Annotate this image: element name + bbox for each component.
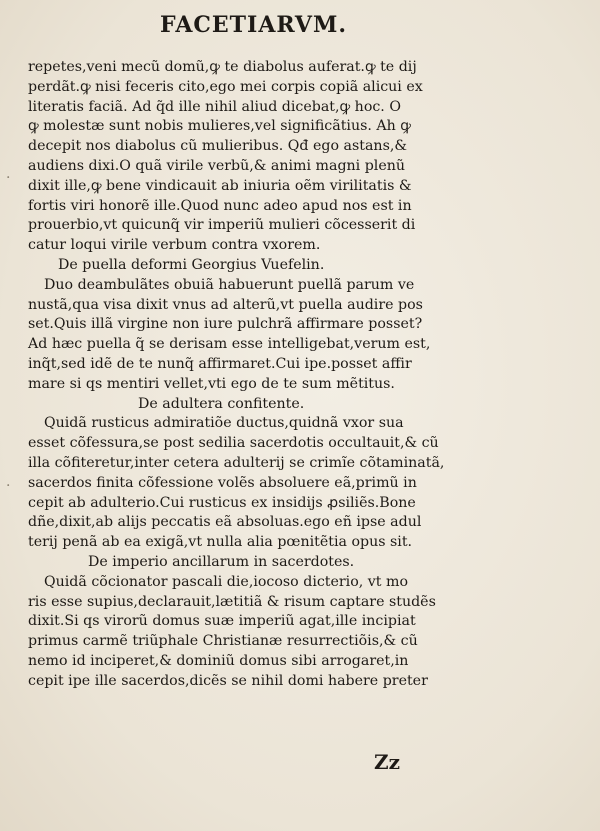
- text-line: dixit ille,ꝙ bene vindicauit ab iniuria oẽm virilitatis &: [28, 177, 412, 194]
- text-line: catur loqui virile verbum contra vxorem.: [28, 237, 321, 254]
- margin-mark: ·: [6, 170, 11, 186]
- text-line: Duo deambulãtes obuiã habuerunt puellã parum ve: [44, 276, 415, 293]
- text-line: perdãt.ꝙ nisi feceris cito,ego mei corpis copiã alicui ex: [28, 78, 423, 95]
- margin-mark: ·: [6, 478, 11, 494]
- text-line: repetes,veni mecũ domũ,ꝙ te diabolus auferat.ꝙ te dij: [28, 59, 417, 75]
- text-line: nemo id inciperet,& dominiũ domus sibi arrogaret,in: [28, 652, 409, 669]
- running-head: FACETIARVM.: [160, 12, 347, 38]
- text-line: ris esse supius,declarauit,lætitiã & risum captare studẽs: [28, 593, 436, 610]
- text-line: sacerdos finita cõfessione volẽs absoluere eã,primũ in: [28, 474, 417, 491]
- text-line: decepit nos diabolus cũ mulieribus. Qđ ego astans,&: [28, 138, 407, 155]
- text-line: primus carmẽ triũphale Christianæ resurrectiõis,& cũ: [28, 633, 418, 650]
- text-line: Quidã rusticus admiratiõe ductus,quidnã vxor sua: [44, 415, 404, 432]
- text-line: prouerbio,vt quicunq̃ vir imperiũ mulieri cõcesserit di: [28, 217, 416, 234]
- text-line: fortis viri honorẽ ille.Quod nunc adeo apud nos est in: [28, 197, 412, 214]
- text-line: cepit ab adulterio.Cui rusticus ex insidijs ꝓsiliẽs.Bone: [28, 494, 416, 511]
- text-line: Ad hæc puella q̃ se derisam esse intelligebat,verum est,: [28, 336, 431, 353]
- text-line: mare si qs mentiri vellet,vti ego de te sum mẽtitus.: [28, 375, 395, 392]
- text-line: illa cõfiteretur,inter cetera adulterij se crimĩe cõtaminatã,: [28, 454, 445, 471]
- text-line: nustã,qua visa dixit vnus ad alterũ,vt puella audire pos: [28, 296, 423, 313]
- text-line: esset cõfessura,se post sedilia sacerdotis occultauit,& cũ: [28, 435, 439, 452]
- section-heading: De adultera confitente.: [138, 395, 305, 412]
- text-line: ꝙ molestæ sunt nobis mulieres,vel significãtius. Ah ꝙ: [28, 118, 411, 135]
- text-line: inq̃t,sed idẽ de te nunq̃ affirmaret.Cui ipe.posset affir: [28, 355, 412, 372]
- section-heading: De imperio ancillarum in sacerdotes.: [88, 553, 355, 570]
- catchword: Zz: [374, 750, 400, 774]
- text-line: audiens dixi.O quã virile verbũ,& animi magni plenũ: [28, 157, 406, 174]
- text-block: [28, 58, 488, 692]
- text-line: dñe,dixit,ab alijs peccatis eã absoluas.ego eñ ipse adul: [28, 514, 422, 531]
- text-line: terij penã ab ea exigã,vt nulla alia pœnitẽtia opus sit.: [28, 534, 413, 551]
- section-heading: De puella deformi Georgius Vuefelin.: [58, 256, 325, 273]
- text-line: dixit.Si qs virorũ domus suæ imperiũ agat,ille incipiat: [28, 613, 416, 630]
- text-line: cepit ipe ille sacerdos,dicẽs se nihil domi habere preter: [28, 672, 428, 689]
- text-line: set.Quis illã virgine non iure pulchrã affirmare posset?: [28, 316, 423, 333]
- text-line: literatis faciã. Ad q̃d ille nihil aliud dicebat,ꝙ hoc. O: [28, 98, 401, 115]
- text-line: Quidã cõcionator pascali die,iocoso dicterio, vt mo: [44, 573, 408, 590]
